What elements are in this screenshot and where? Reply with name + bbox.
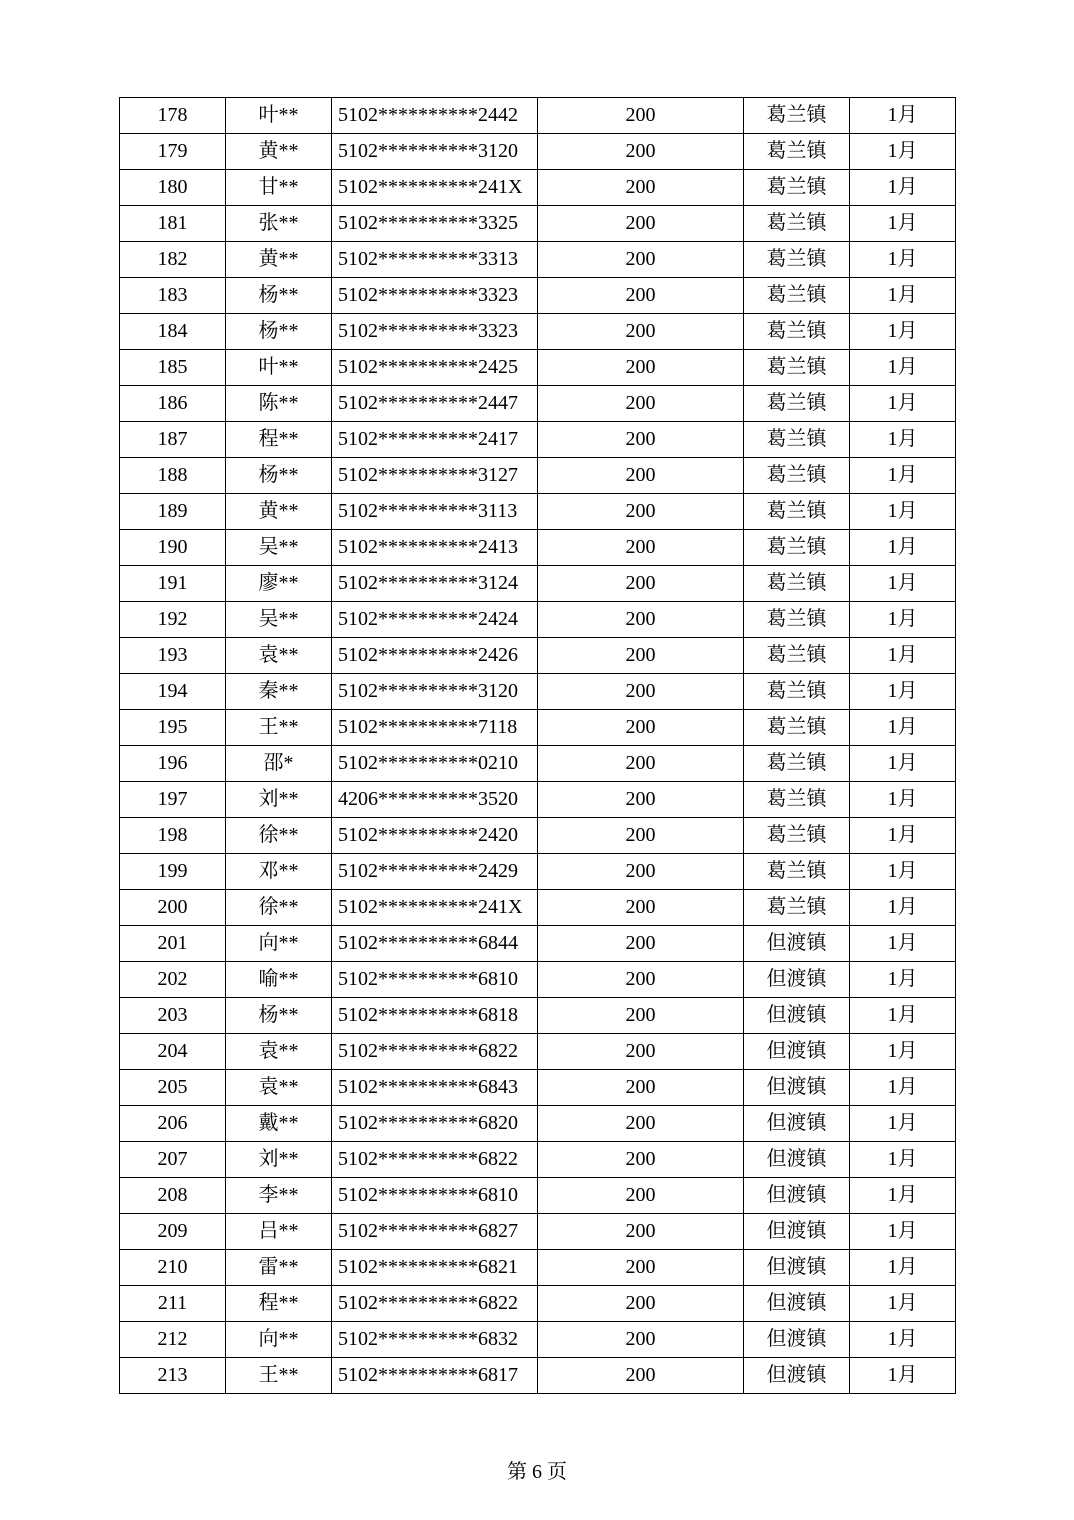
cell-id-number: 5102**********3313 (332, 242, 538, 278)
table-row (120, 710, 956, 746)
cell-month: 1月 (850, 602, 956, 638)
cell-serial-number: 209 (120, 1214, 226, 1250)
table-row (120, 1142, 956, 1178)
cell-amount: 200 (538, 278, 744, 314)
cell-town: 但渡镇 (744, 1214, 850, 1250)
cell-serial-number: 198 (120, 818, 226, 854)
cell-town: 葛兰镇 (744, 710, 850, 746)
cell-town: 葛兰镇 (744, 746, 850, 782)
cell-amount: 200 (538, 1178, 744, 1214)
cell-month: 1月 (850, 782, 956, 818)
cell-town: 葛兰镇 (744, 134, 850, 170)
cell-town: 葛兰镇 (744, 350, 850, 386)
cell-month: 1月 (850, 350, 956, 386)
cell-town: 葛兰镇 (744, 854, 850, 890)
cell-town: 葛兰镇 (744, 422, 850, 458)
cell-id-number: 5102**********3124 (332, 566, 538, 602)
cell-town: 但渡镇 (744, 926, 850, 962)
cell-month: 1月 (850, 566, 956, 602)
cell-month: 1月 (850, 530, 956, 566)
table-row (120, 1034, 956, 1070)
cell-serial-number: 182 (120, 242, 226, 278)
cell-amount: 200 (538, 710, 744, 746)
cell-month: 1月 (850, 170, 956, 206)
cell-name: 雷** (226, 1250, 332, 1286)
cell-serial-number: 196 (120, 746, 226, 782)
table-row (120, 854, 956, 890)
table-row (120, 1286, 956, 1322)
cell-serial-number: 193 (120, 638, 226, 674)
cell-town: 但渡镇 (744, 1106, 850, 1142)
cell-name: 甘** (226, 170, 332, 206)
cell-month: 1月 (850, 1034, 956, 1070)
cell-amount: 200 (538, 674, 744, 710)
cell-month: 1月 (850, 1070, 956, 1106)
cell-name: 杨** (226, 998, 332, 1034)
cell-town: 但渡镇 (744, 1178, 850, 1214)
cell-serial-number: 204 (120, 1034, 226, 1070)
table-row (120, 674, 956, 710)
table-row (120, 494, 956, 530)
cell-amount: 200 (538, 782, 744, 818)
table-row (120, 134, 956, 170)
cell-serial-number: 210 (120, 1250, 226, 1286)
cell-amount: 200 (538, 1034, 744, 1070)
cell-town: 葛兰镇 (744, 458, 850, 494)
cell-serial-number: 185 (120, 350, 226, 386)
cell-town: 葛兰镇 (744, 242, 850, 278)
cell-serial-number: 203 (120, 998, 226, 1034)
cell-id-number: 5102**********6820 (332, 1106, 538, 1142)
cell-month: 1月 (850, 1106, 956, 1142)
cell-name: 向** (226, 926, 332, 962)
table-row (120, 1358, 956, 1394)
benefit-table (119, 97, 956, 1394)
cell-serial-number: 184 (120, 314, 226, 350)
cell-name: 张** (226, 206, 332, 242)
cell-id-number: 5102**********241X (332, 170, 538, 206)
cell-month: 1月 (850, 1358, 956, 1394)
cell-amount: 200 (538, 206, 744, 242)
cell-name: 杨** (226, 314, 332, 350)
cell-id-number: 5102**********6818 (332, 998, 538, 1034)
cell-month: 1月 (850, 1286, 956, 1322)
table-row (120, 818, 956, 854)
cell-town: 但渡镇 (744, 1358, 850, 1394)
cell-id-number: 5102**********241X (332, 890, 538, 926)
cell-id-number: 5102**********3120 (332, 674, 538, 710)
cell-month: 1月 (850, 422, 956, 458)
cell-town: 但渡镇 (744, 1070, 850, 1106)
cell-amount: 200 (538, 1142, 744, 1178)
cell-town: 葛兰镇 (744, 278, 850, 314)
cell-town: 葛兰镇 (744, 494, 850, 530)
table-row (120, 170, 956, 206)
cell-id-number: 5102**********6817 (332, 1358, 538, 1394)
cell-amount: 200 (538, 1214, 744, 1250)
cell-id-number: 5102**********2413 (332, 530, 538, 566)
cell-name: 刘** (226, 1142, 332, 1178)
cell-name: 杨** (226, 278, 332, 314)
cell-name: 李** (226, 1178, 332, 1214)
cell-name: 黄** (226, 242, 332, 278)
cell-amount: 200 (538, 998, 744, 1034)
cell-month: 1月 (850, 674, 956, 710)
cell-month: 1月 (850, 242, 956, 278)
cell-amount: 200 (538, 962, 744, 998)
cell-name: 袁** (226, 638, 332, 674)
cell-name: 程** (226, 422, 332, 458)
cell-month: 1月 (850, 386, 956, 422)
cell-town: 但渡镇 (744, 998, 850, 1034)
cell-town: 但渡镇 (744, 1250, 850, 1286)
cell-serial-number: 208 (120, 1178, 226, 1214)
cell-name: 戴** (226, 1106, 332, 1142)
cell-amount: 200 (538, 818, 744, 854)
cell-serial-number: 205 (120, 1070, 226, 1106)
cell-name: 叶** (226, 98, 332, 134)
cell-amount: 200 (538, 350, 744, 386)
cell-id-number: 5102**********6822 (332, 1286, 538, 1322)
cell-serial-number: 212 (120, 1322, 226, 1358)
cell-serial-number: 197 (120, 782, 226, 818)
page-number: 第 6 页 (507, 1461, 567, 1483)
table-row (120, 458, 956, 494)
cell-serial-number: 183 (120, 278, 226, 314)
cell-amount: 200 (538, 602, 744, 638)
table-row (120, 1178, 956, 1214)
cell-amount: 200 (538, 1250, 744, 1286)
table-row (120, 890, 956, 926)
cell-id-number: 5102**********6844 (332, 926, 538, 962)
cell-month: 1月 (850, 638, 956, 674)
cell-amount: 200 (538, 926, 744, 962)
cell-month: 1月 (850, 98, 956, 134)
cell-amount: 200 (538, 638, 744, 674)
cell-serial-number: 199 (120, 854, 226, 890)
cell-id-number: 5102**********6810 (332, 1178, 538, 1214)
cell-id-number: 5102**********0210 (332, 746, 538, 782)
cell-id-number: 5102**********6832 (332, 1322, 538, 1358)
cell-name: 王** (226, 710, 332, 746)
cell-serial-number: 179 (120, 134, 226, 170)
cell-serial-number: 180 (120, 170, 226, 206)
cell-month: 1月 (850, 998, 956, 1034)
table-row (120, 638, 956, 674)
cell-month: 1月 (850, 962, 956, 998)
cell-id-number: 5102**********6822 (332, 1034, 538, 1070)
cell-id-number: 5102**********3323 (332, 314, 538, 350)
cell-serial-number: 192 (120, 602, 226, 638)
cell-month: 1月 (850, 926, 956, 962)
cell-town: 但渡镇 (744, 1034, 850, 1070)
cell-month: 1月 (850, 134, 956, 170)
cell-name: 吕** (226, 1214, 332, 1250)
cell-id-number: 5102**********2424 (332, 602, 538, 638)
cell-town: 葛兰镇 (744, 638, 850, 674)
cell-id-number: 5102**********2417 (332, 422, 538, 458)
table-row (120, 998, 956, 1034)
cell-month: 1月 (850, 458, 956, 494)
cell-name: 黄** (226, 494, 332, 530)
cell-town: 葛兰镇 (744, 98, 850, 134)
cell-town: 葛兰镇 (744, 170, 850, 206)
cell-id-number: 5102**********2426 (332, 638, 538, 674)
cell-id-number: 5102**********3127 (332, 458, 538, 494)
cell-id-number: 5102**********6827 (332, 1214, 538, 1250)
cell-town: 葛兰镇 (744, 818, 850, 854)
cell-amount: 200 (538, 170, 744, 206)
cell-id-number: 5102**********2447 (332, 386, 538, 422)
table-row (120, 602, 956, 638)
table-row (120, 98, 956, 134)
table-row (120, 314, 956, 350)
cell-id-number: 5102**********2429 (332, 854, 538, 890)
cell-id-number: 5102**********6843 (332, 1070, 538, 1106)
table-row (120, 1214, 956, 1250)
table-row (120, 1322, 956, 1358)
cell-month: 1月 (850, 1142, 956, 1178)
cell-month: 1月 (850, 818, 956, 854)
cell-serial-number: 186 (120, 386, 226, 422)
table-row (120, 1070, 956, 1106)
cell-amount: 200 (538, 314, 744, 350)
cell-name: 叶** (226, 350, 332, 386)
cell-serial-number: 191 (120, 566, 226, 602)
cell-id-number: 5102**********7118 (332, 710, 538, 746)
benefit-table-container (119, 97, 956, 1394)
cell-name: 秦** (226, 674, 332, 710)
cell-amount: 200 (538, 1322, 744, 1358)
cell-month: 1月 (850, 278, 956, 314)
cell-serial-number: 194 (120, 674, 226, 710)
cell-town: 葛兰镇 (744, 674, 850, 710)
cell-name: 邵* (226, 746, 332, 782)
cell-town: 葛兰镇 (744, 530, 850, 566)
cell-town: 葛兰镇 (744, 386, 850, 422)
table-row (120, 962, 956, 998)
table-row (120, 242, 956, 278)
cell-amount: 200 (538, 242, 744, 278)
cell-id-number: 5102**********3325 (332, 206, 538, 242)
cell-name: 廖** (226, 566, 332, 602)
cell-month: 1月 (850, 1178, 956, 1214)
cell-serial-number: 178 (120, 98, 226, 134)
cell-amount: 200 (538, 386, 744, 422)
table-row (120, 422, 956, 458)
cell-name: 刘** (226, 782, 332, 818)
cell-name: 吴** (226, 602, 332, 638)
table-row (120, 926, 956, 962)
cell-name: 向** (226, 1322, 332, 1358)
cell-amount: 200 (538, 530, 744, 566)
cell-town: 但渡镇 (744, 1142, 850, 1178)
cell-town: 葛兰镇 (744, 566, 850, 602)
cell-serial-number: 207 (120, 1142, 226, 1178)
cell-id-number: 5102**********3323 (332, 278, 538, 314)
table-row (120, 566, 956, 602)
cell-id-number: 5102**********3113 (332, 494, 538, 530)
cell-name: 邓** (226, 854, 332, 890)
cell-id-number: 4206**********3520 (332, 782, 538, 818)
cell-amount: 200 (538, 890, 744, 926)
cell-amount: 200 (538, 134, 744, 170)
cell-serial-number: 188 (120, 458, 226, 494)
cell-serial-number: 202 (120, 962, 226, 998)
table-row (120, 350, 956, 386)
cell-amount: 200 (538, 854, 744, 890)
cell-serial-number: 211 (120, 1286, 226, 1322)
cell-serial-number: 213 (120, 1358, 226, 1394)
cell-amount: 200 (538, 98, 744, 134)
cell-amount: 200 (538, 494, 744, 530)
cell-town: 但渡镇 (744, 1286, 850, 1322)
cell-name: 吴** (226, 530, 332, 566)
table-row (120, 278, 956, 314)
cell-id-number: 5102**********6822 (332, 1142, 538, 1178)
cell-id-number: 5102**********6821 (332, 1250, 538, 1286)
table-row (120, 746, 956, 782)
cell-month: 1月 (850, 314, 956, 350)
cell-month: 1月 (850, 1250, 956, 1286)
cell-month: 1月 (850, 746, 956, 782)
cell-serial-number: 195 (120, 710, 226, 746)
cell-name: 袁** (226, 1070, 332, 1106)
cell-town: 但渡镇 (744, 962, 850, 998)
table-row (120, 530, 956, 566)
cell-serial-number: 181 (120, 206, 226, 242)
cell-name: 袁** (226, 1034, 332, 1070)
cell-amount: 200 (538, 422, 744, 458)
cell-town: 葛兰镇 (744, 314, 850, 350)
cell-name: 程** (226, 1286, 332, 1322)
cell-amount: 200 (538, 1286, 744, 1322)
cell-town: 葛兰镇 (744, 206, 850, 242)
cell-month: 1月 (850, 1214, 956, 1250)
cell-month: 1月 (850, 890, 956, 926)
cell-town: 但渡镇 (744, 1322, 850, 1358)
cell-serial-number: 200 (120, 890, 226, 926)
table-row (120, 782, 956, 818)
cell-id-number: 5102**********3120 (332, 134, 538, 170)
cell-name: 杨** (226, 458, 332, 494)
cell-serial-number: 201 (120, 926, 226, 962)
cell-amount: 200 (538, 746, 744, 782)
cell-month: 1月 (850, 1322, 956, 1358)
cell-month: 1月 (850, 710, 956, 746)
cell-serial-number: 187 (120, 422, 226, 458)
cell-amount: 200 (538, 1106, 744, 1142)
cell-id-number: 5102**********6810 (332, 962, 538, 998)
cell-name: 陈** (226, 386, 332, 422)
cell-amount: 200 (538, 1070, 744, 1106)
table-row (120, 1250, 956, 1286)
cell-id-number: 5102**********2420 (332, 818, 538, 854)
cell-amount: 200 (538, 1358, 744, 1394)
cell-town: 葛兰镇 (744, 890, 850, 926)
cell-amount: 200 (538, 566, 744, 602)
table-row (120, 1106, 956, 1142)
cell-serial-number: 189 (120, 494, 226, 530)
cell-serial-number: 206 (120, 1106, 226, 1142)
cell-id-number: 5102**********2425 (332, 350, 538, 386)
cell-id-number: 5102**********2442 (332, 98, 538, 134)
table-row (120, 386, 956, 422)
cell-name: 徐** (226, 890, 332, 926)
cell-town: 葛兰镇 (744, 782, 850, 818)
cell-serial-number: 190 (120, 530, 226, 566)
cell-town: 葛兰镇 (744, 602, 850, 638)
cell-month: 1月 (850, 494, 956, 530)
table-row (120, 206, 956, 242)
table-body (120, 98, 956, 1394)
cell-amount: 200 (538, 458, 744, 494)
cell-name: 黄** (226, 134, 332, 170)
cell-name: 喻** (226, 962, 332, 998)
cell-month: 1月 (850, 206, 956, 242)
cell-name: 王** (226, 1358, 332, 1394)
cell-month: 1月 (850, 854, 956, 890)
cell-name: 徐** (226, 818, 332, 854)
